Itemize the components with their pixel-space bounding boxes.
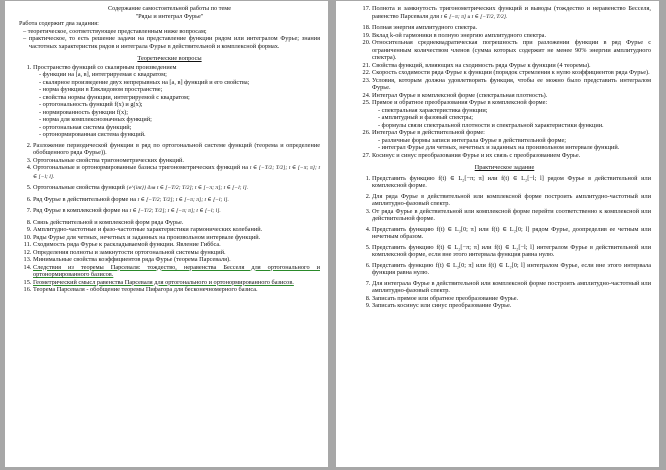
question-17 (372, 5, 651, 21)
q1-item: - ортонормированная система функций. (39, 131, 320, 139)
question-17-formula: t ∈ [−π; π] и t ∈ [−T/2, T/2]. (440, 13, 508, 20)
task-practice: – практическое, то есть решение задачи на представление функции рядом или интегралом Фурье; знания частотных характеристик рядов и интеграла Фурье в действительной и комплексной формах. (23, 35, 320, 50)
question-6-text: Ряд Фурье в действительной форме на (33, 195, 137, 203)
question-10: 10. Ряды Фурье для четных, нечетных и заданных на произвольном интервале функций. (33, 234, 320, 242)
question-1 (33, 64, 320, 139)
document-page-left (5, 1, 328, 467)
q25-item: - спектральная характеристика функции; (378, 107, 651, 115)
question-19: 19. Вклад k-ой гармоники в полную энергию амплитудного спектра. (372, 32, 651, 40)
question-20: 20. Относительная среднеквадратическая погрешность при разложении функции в ряд Фурье с ограниченным количеством членов (сумма которых содержит не менее 90% энергии амплитудного спектра). (372, 39, 651, 62)
document-page-right (336, 1, 659, 467)
question-4 (33, 164, 320, 181)
q26-item: - интеграл Фурье для четных, нечетных и заданных на произвольном интервале функций. (378, 144, 651, 152)
question-3: 3. Ортогональные свойства тригонометрических функций. (33, 157, 320, 165)
question-5 (33, 184, 320, 193)
question-18: 18. Полная энергия амплитудного спектра. (372, 24, 651, 32)
question-21: 21. Свойства функций, влияющих на сходимость ряда Фурье к функции (4 теоремы). (372, 62, 651, 70)
practice-task-3: 3. От ряда Фурье в действительной или комплексной форме перейти соответственно к комплексной или действительной форме. (372, 208, 651, 223)
question-8: 8. Связь действительной и комплексной форм ряда Фурье. (33, 219, 320, 227)
theory-questions-list-continued (358, 5, 651, 159)
question-4-text: Ортогональные и ортонормированные базисы тригонометрических функций на (33, 164, 249, 171)
question-12: 12. Определения полноты и замкнутости ортогональной системы функций. (33, 249, 320, 257)
doc-title-line-2: "Ряды и интеграл Фурье" (135, 12, 204, 20)
q1-item: - ортогональность функций f(x) и g(x); (39, 101, 320, 109)
question-4-formula: t ∈ [−T/2; T/2]; t ∈ [−π; π]; t ∈ [−l; l]. (33, 165, 321, 180)
question-26-subitems (372, 137, 651, 152)
q1-item: - функции на [a, в], интегрируемая с квадратом; (39, 71, 320, 79)
question-17-text: Полнота и замкнутость тригонометрических функций и выводы (тождество и неравенство Бесселя, равенство Парсеваля для (372, 5, 651, 20)
question-27: 27. Косинус и синус преобразования Фурье и их связь с преобразованием Фурье. (372, 152, 651, 160)
question-1-subitems (33, 71, 320, 139)
question-15: 15. Геометрический смысл равенства Парсеваля для ортогонального и ортонормированного базисов. (33, 279, 320, 287)
q1-item: - норма функции в Евклидовом пространстве; (39, 86, 320, 94)
practice-task-5: 5. Представить функцию f(t) ∈ L₂[−π; π] или f(t) ∈ L₂[−l; l] интегралом Фурье в действительной или комплексной форме, если вне этого интервала функция равна нулю. (372, 244, 651, 259)
practice-task-4: 4. Представить функцию f(t) ∈ L₂[0; π] или f(t) ∈ L₂[0; l] рядом Фурье, доопределив ее четным или нечетным образом. (372, 226, 651, 241)
q25-item: - амплитудный и фазовый спектры; (378, 114, 651, 122)
question-26-head: Интеграл Фурье в действительной форме: (372, 129, 485, 136)
question-9: 9. Амплитудно-частотные и фазо-частотные характеристики гармонических колебаний. (33, 226, 320, 234)
question-25-head: Прямое и обратное преобразования Фурье в комплексной форме: (372, 99, 548, 106)
question-7-text: Ряд Фурье в комплексной форме на (33, 207, 129, 214)
question-7-formula: t ∈ [−T/2; T/2]; t ∈ [−π; π]; t ∈ [−l; l]. (129, 208, 221, 214)
section-theory-title: Теоретические вопросы (137, 55, 202, 62)
q1-item: - норма для комплекснозначных функций; (39, 116, 320, 124)
question-5-formula: {e^{int}} для t ∈ [−T/2; T/2]; t ∈ [−π; π]; t ∈ [−l; l]. (126, 185, 249, 191)
section-practice-title: Практическое задание (474, 164, 535, 171)
question-25-subitems (372, 107, 651, 130)
q25-item: - формулы связи спектральной плотности и спектральной характеристики функции. (378, 122, 651, 130)
q1-item: - скалярное произведение двух непрерывных на [a, в] функций и его свойства; (39, 79, 320, 87)
question-16: 16. Теорема Парсеваля - обобщение теоремы Пифагора для бесконечномерного базиса. (33, 286, 320, 294)
question-24: 24. Интеграл Фурье в комплексной форме (спектральная плотность). (372, 92, 651, 100)
question-6-formula: t ∈ [−T/2; T/2]; t ∈ [−π; π]; t ∈ [−l; l]. (137, 196, 229, 203)
practice-task-1: 1. Представить функцию f(t) ∈ L₂[−π; π] или f(t) ∈ L₂[−l; l] рядом Фурье в действительной или комплексной форме. (372, 175, 651, 190)
question-25 (372, 99, 651, 129)
intro-text: Работа содержит два задания: (19, 20, 99, 27)
question-7 (33, 207, 320, 216)
question-5-text: Ортогональные свойства функций (33, 184, 125, 191)
q1-item: - свойства нормы функции, интегрируемой с квадратом; (39, 94, 320, 102)
q1-item: - ортогональная система функций; (39, 124, 320, 132)
practice-task-8: 8. Записать прямое или обратное преобразование Фурье. (372, 295, 651, 303)
question-14: 14. Следствия из теоремы Парсеваля: тождество, неравенства Бесселя для ортогонального и ортонормированного базисов. (33, 264, 320, 279)
practice-tasks-list (358, 175, 651, 310)
question-6 (33, 196, 320, 205)
doc-title-line-1: Содержание самостоятельной работы по теме (107, 5, 232, 12)
practice-task-7: 7. Для интеграла Фурье в действительной или комплексной форме построить амплитудно-частотный или амплитудно-фазовый спектр. (372, 280, 651, 295)
question-22: 22. Скорость сходимости ряда Фурье к функции (порядок стремления к нулю коэффициентов ряда Фурье). (372, 69, 651, 77)
theory-questions-list (19, 64, 320, 294)
question-13: 13. Минимальные свойства коэффициентов ряда Фурье (теорема Парсеваля). (33, 256, 320, 264)
practice-task-6: 6. Представить функцию f(t) ∈ L₂[0; π] или f(t) ∈ L₂[0; l] интегралом Фурье, если вне этого интервала функция равна нулю. (372, 262, 651, 277)
question-2: 2. Разложение периодической функции в ряд по ортогональной системе функций (теорема и определение обобщенного ряда Фурье)). (33, 142, 320, 157)
question-26 (372, 129, 651, 152)
question-11: 11. Сходимость ряда Фурье к раскладываемой функции. Явление Гиббса. (33, 241, 320, 249)
practice-task-9: 9. Записать косинус или синус преобразование Фурье. (372, 302, 651, 310)
question-1-head: Пространство функций со скалярным произведением (33, 63, 177, 71)
task-theory: – теоретическое, соответствующее представленным ниже вопросам; (23, 27, 207, 35)
practice-task-2: 2. Для ряда Фурье в действительной или комплексной форме построить амплитудно-частотный или амплитудно-фазовый спектр. (372, 193, 651, 208)
q26-item: - различные формы записи интеграла Фурье в действительной форме; (378, 137, 651, 145)
q1-item: - нормированность функции f(x); (39, 109, 320, 117)
question-23: 23. Условия, которым должна удовлетворять функция, чтобы ее можно было представить интегралом Фурье. (372, 77, 651, 92)
